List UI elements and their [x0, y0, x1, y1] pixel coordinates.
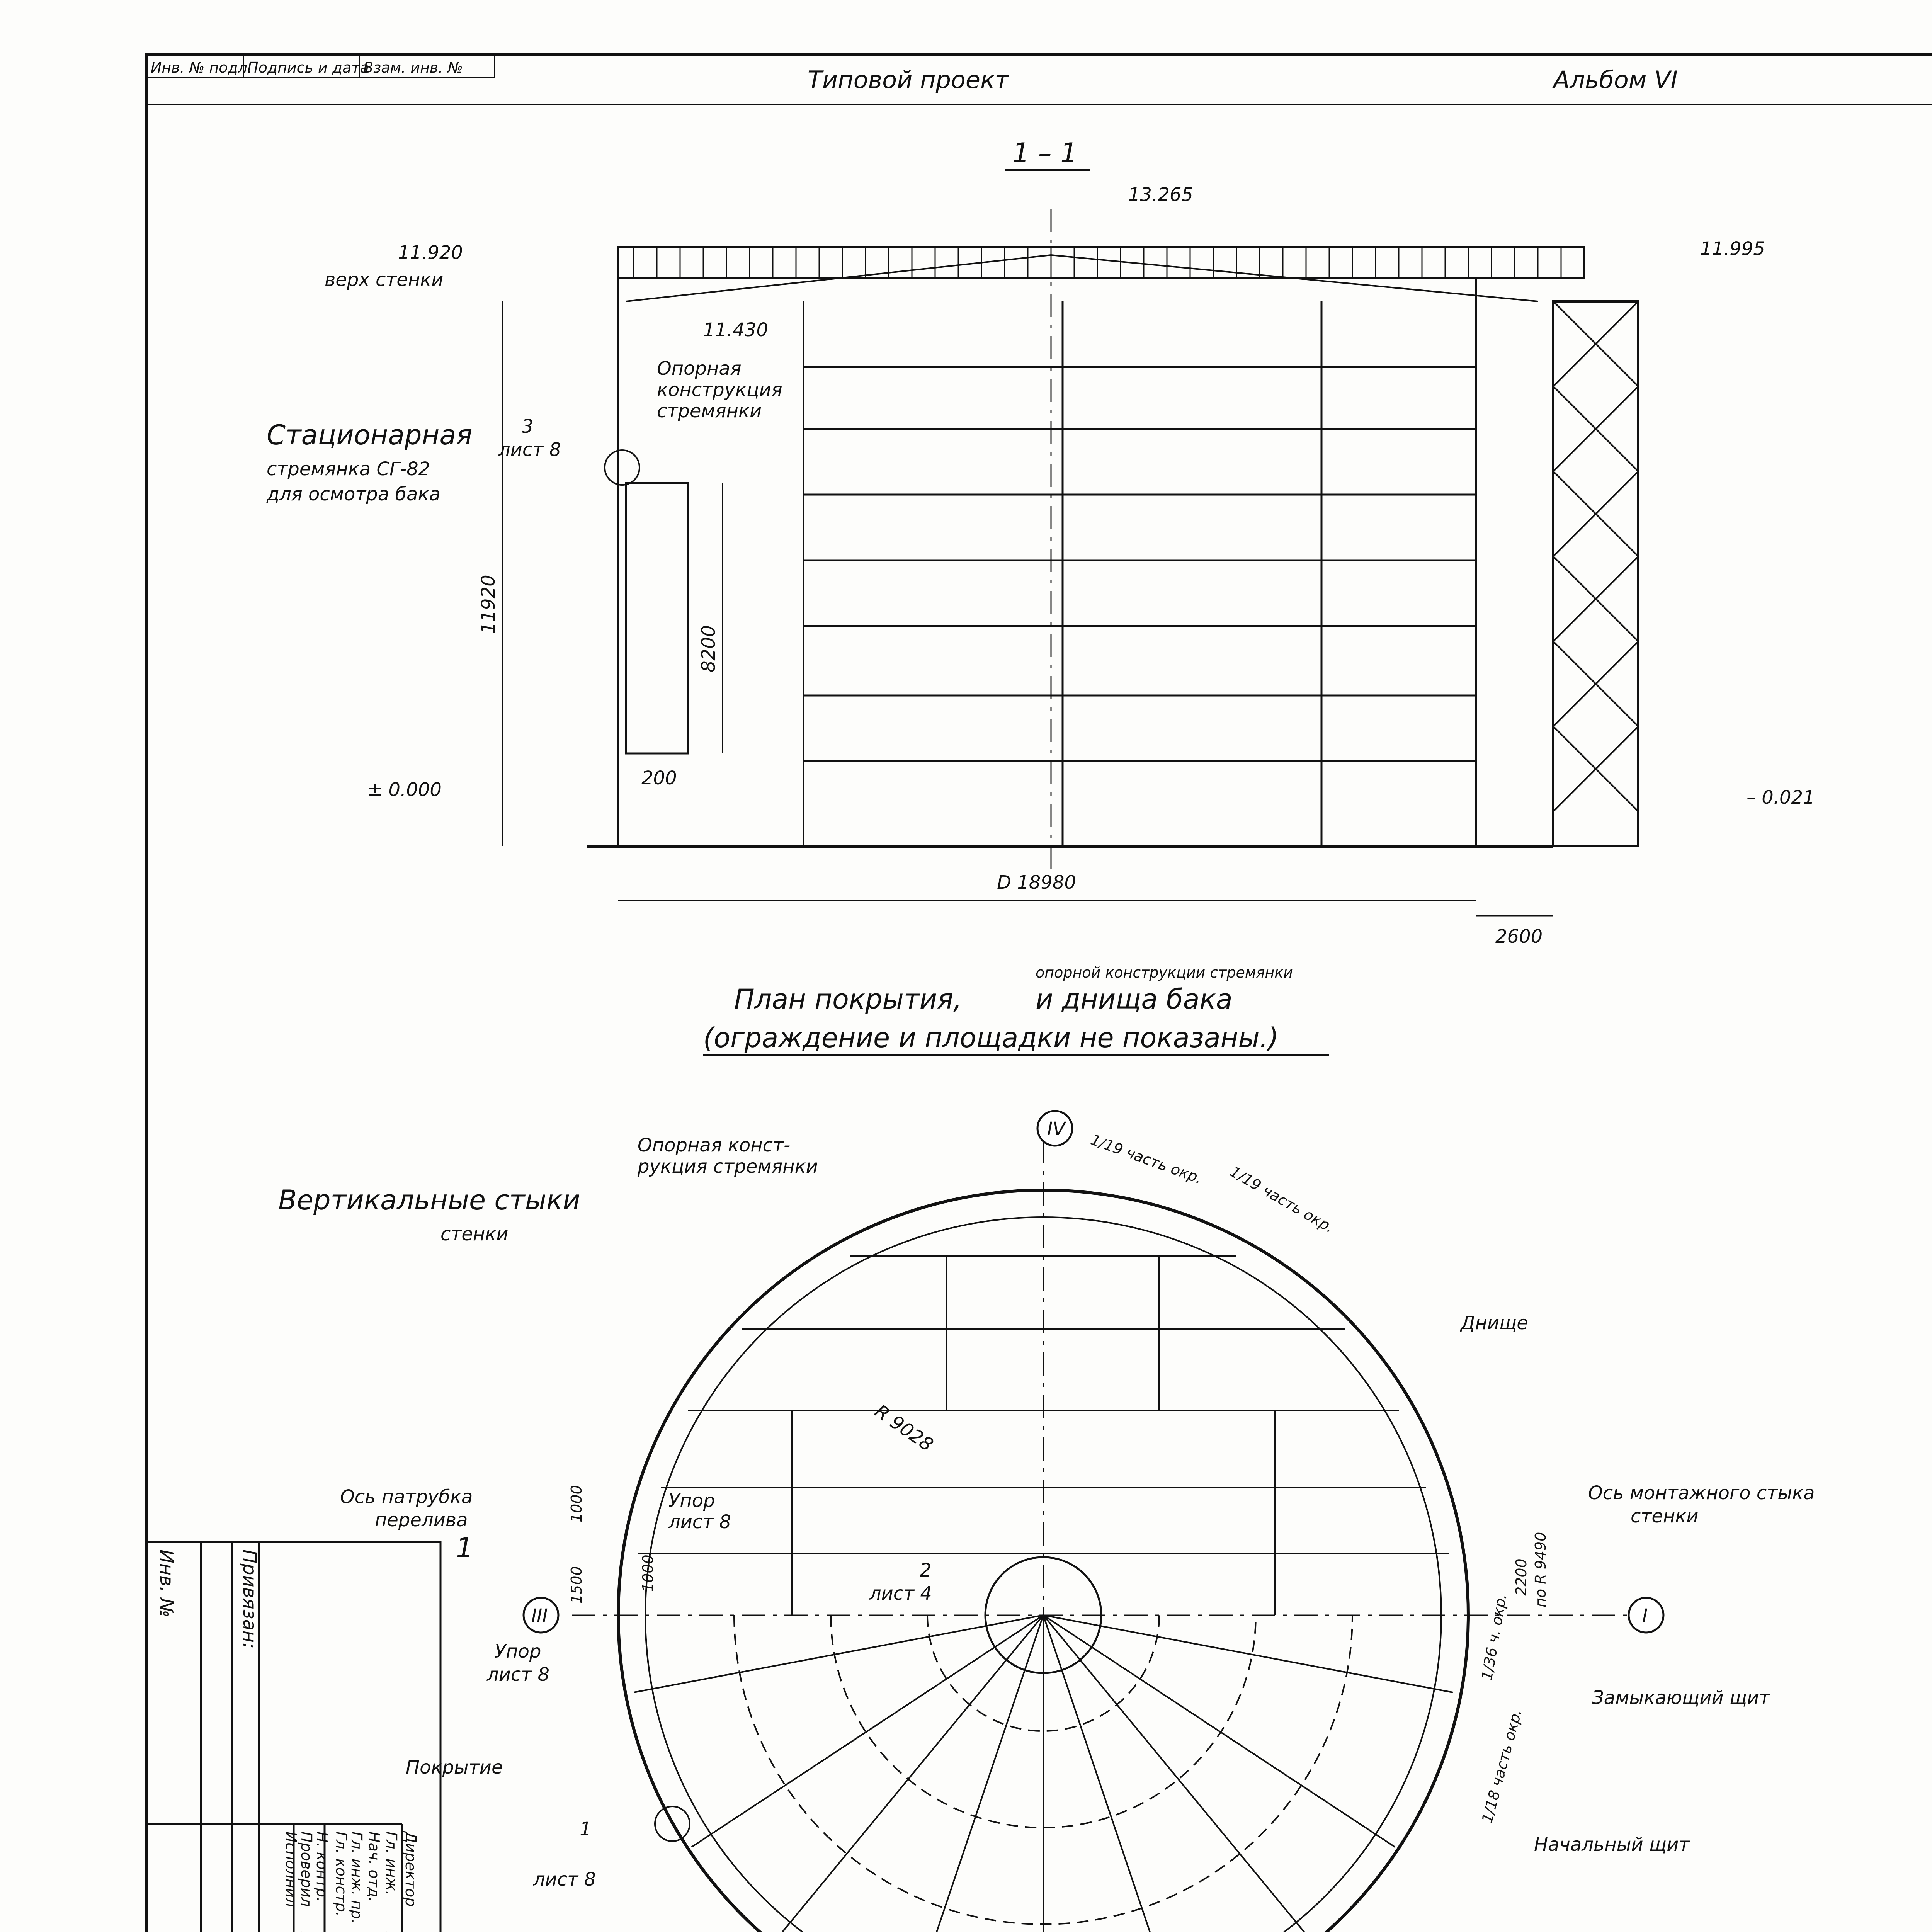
plan-support-2: рукция стремянки — [638, 1156, 818, 1177]
closing-panel: Замыкающий щит — [1592, 1687, 1770, 1709]
support-label-1: Опорная — [657, 358, 742, 379]
callout1-sheet: лист 8 — [533, 1869, 596, 1890]
overflow-1: Ось патрубка — [340, 1486, 473, 1508]
elev-right: 11.995 — [1700, 238, 1765, 260]
mount-axis-2: стенки — [1631, 1505, 1699, 1527]
dim-2200-right-2: по R 9490 — [1532, 1532, 1549, 1607]
dim-2600: 2600 — [1495, 926, 1543, 947]
frac-18: 1/18 часть окр. — [1478, 1707, 1526, 1825]
axis-3: III — [531, 1605, 548, 1627]
role-1: Гл. инж. — [383, 1832, 400, 1896]
roof-section — [618, 247, 1584, 278]
support-label-2: конструкция — [657, 379, 782, 401]
role-5: Н. контр. — [313, 1832, 330, 1902]
bottom-label: Днище — [1461, 1312, 1528, 1334]
axis-1: I — [1642, 1605, 1648, 1627]
stop2-2: лист 8 — [487, 1664, 550, 1685]
ladder-label-1: Стационарная — [267, 419, 473, 451]
dim-diameter: D 18980 — [997, 872, 1076, 893]
ladder — [626, 483, 688, 753]
section-mark: 1 — [456, 1532, 473, 1564]
callout3-num: 3 — [522, 416, 534, 437]
dim-ladder: 8200 — [698, 625, 719, 672]
radius-label: R 9028 — [871, 1400, 937, 1456]
support-label-3: стремянки — [657, 400, 762, 422]
stamp-cell-2: Подпись и дата — [247, 59, 369, 76]
axis-4: IV — [1047, 1118, 1065, 1140]
stop1-2: лист 8 — [668, 1511, 731, 1533]
vert-joints-1: Вертикальные стыки — [278, 1184, 580, 1216]
elev-top: 13.265 — [1128, 184, 1193, 206]
callout1-num: 1 — [580, 1818, 592, 1840]
attached-label: Привязан: — [239, 1549, 260, 1649]
roof-label: Покрытие — [406, 1757, 503, 1778]
dim-1000a: 1000 — [568, 1485, 585, 1522]
ladder-label-3: для осмотра бака — [267, 483, 440, 505]
plan-title-1: План покрытия, — [734, 983, 962, 1015]
start-panel: Начальный щит — [1534, 1834, 1690, 1855]
dim-200: 200 — [641, 767, 677, 789]
stamp-cell-3: Взам. инв. № — [363, 59, 463, 76]
role-0: Директор — [402, 1832, 419, 1907]
plan-title-2: (ограждение и площадки не показаны.) — [703, 1022, 1279, 1054]
dim-2200-right-1: 2200 — [1513, 1558, 1530, 1596]
section-title: 1 – 1 — [1012, 137, 1078, 169]
vert-joints-2: стенки — [440, 1223, 509, 1245]
role-6: Проверил — [298, 1832, 315, 1907]
inv-label: Инв. № — [156, 1549, 177, 1618]
dim-height: 11920 — [478, 575, 499, 634]
role-2: Нач. отд. — [366, 1832, 383, 1902]
plan-title-1b: и днища бака — [1036, 983, 1233, 1015]
roof-hatch — [634, 247, 1561, 278]
frac-36: 1/36 ч. окр. — [1478, 1592, 1510, 1682]
callout2-num: 2 — [920, 1560, 932, 1581]
mount-axis-1: Ось монтажного стыка — [1588, 1482, 1815, 1504]
overflow-2: перелива — [375, 1509, 468, 1531]
project-label: Типовой проект — [808, 66, 1009, 94]
elev-left: 11.920 — [398, 242, 463, 264]
frac-2: 1/19 часть окр. — [1227, 1163, 1337, 1236]
ladder-label-2: стремянка СГ-82 — [267, 458, 430, 480]
elev-zero: ± 0.000 — [367, 779, 442, 801]
roof-panels — [634, 1615, 1453, 1932]
role-3: Гл. инж. пр. — [348, 1832, 365, 1924]
frac-1: 1/19 часть окр. — [1088, 1131, 1204, 1187]
callout2-sheet: лист 4 — [869, 1583, 932, 1604]
wall-courses — [804, 301, 1476, 846]
elev-left-label: верх стенки — [325, 269, 444, 291]
stamp-cell-1: Инв. № подл. — [151, 59, 252, 76]
stop1-1: Упор — [668, 1490, 715, 1512]
plan-title-small: опорной конструкции стремянки — [1036, 964, 1293, 981]
plan-support-1: Опорная конст- — [638, 1134, 791, 1156]
stop2-1: Упор — [495, 1641, 541, 1662]
stair-tower — [1553, 301, 1638, 846]
elev-support: 11.430 — [703, 319, 768, 341]
dim-1000b: 1000 — [639, 1554, 656, 1592]
elev-right-low: – 0.021 — [1747, 787, 1815, 808]
role-4: Гл. констр. — [333, 1832, 350, 1917]
callout3-sheet: лист 8 — [498, 439, 561, 461]
bottom-plates — [638, 1256, 1449, 1615]
album-label: Альбом VI — [1553, 66, 1678, 94]
dim-1500: 1500 — [568, 1566, 585, 1604]
role-7: Исполнил — [282, 1832, 299, 1907]
